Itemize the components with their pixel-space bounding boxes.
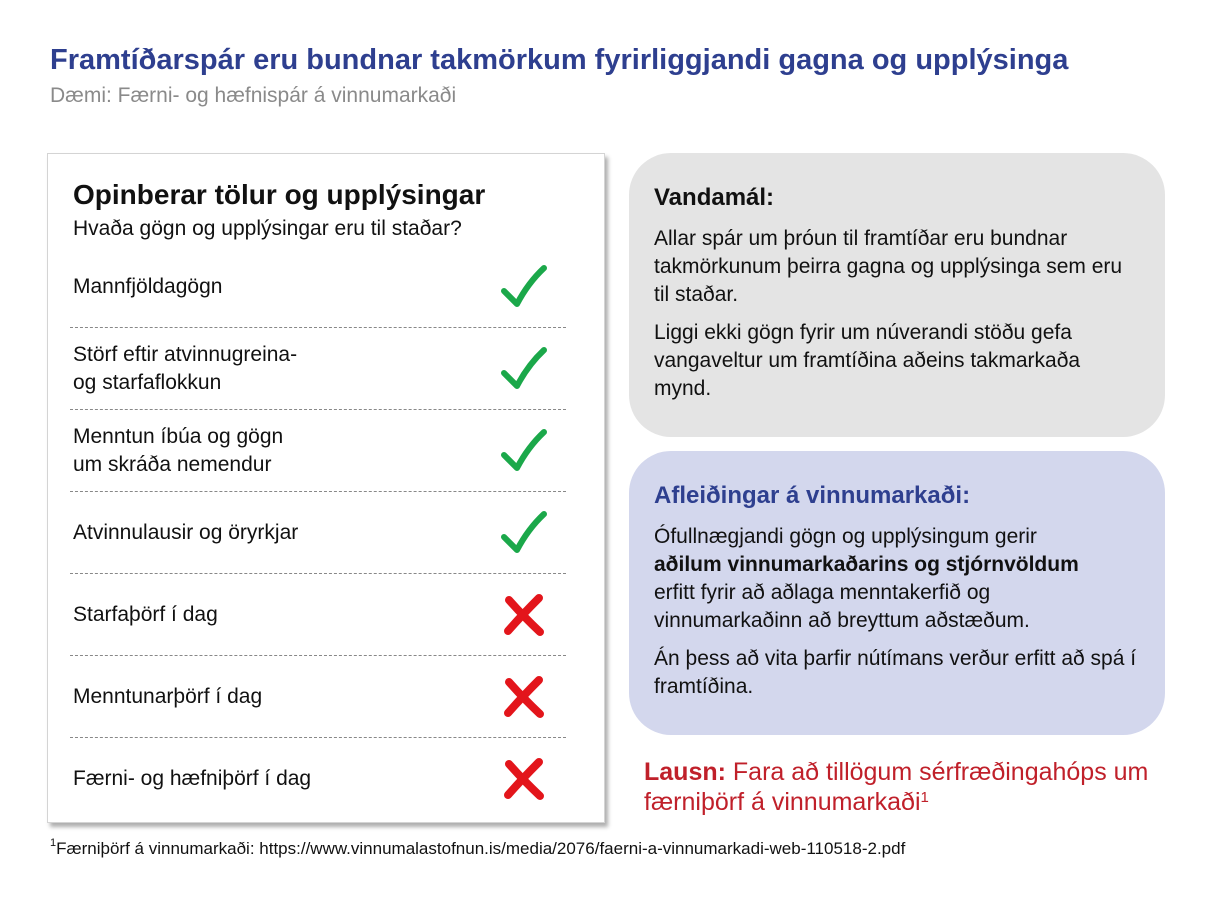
solution-label: Lausn: xyxy=(644,758,726,786)
impact-paragraph-1-start: Ófullnægjandi gögn og upplýsingum gerir xyxy=(654,525,1037,548)
data-item-label: Atvinnulausir og öryrkjar xyxy=(73,520,299,544)
footnote-text: Færniþörf á vinnumarkaði: https://www.vinnumalastofnun.is/media/2076/faerni-a-vinnumarkadi-web-110518-2.pdf xyxy=(56,839,906,858)
impact-paragraph-1-bold: aðilum vinnumarkaðarins og stjórnvöldum xyxy=(654,553,1079,576)
check-icon xyxy=(500,263,548,311)
impact-box xyxy=(629,451,1165,735)
check-icon xyxy=(500,427,548,475)
card-subheading: Hvaða gögn og upplýsingar eru til staðar? xyxy=(73,217,462,240)
data-availability-card xyxy=(47,153,605,823)
cross-icon xyxy=(500,755,548,803)
data-item-label: Starfaþörf í dag xyxy=(73,602,218,626)
card-heading: Opinberar tölur og upplýsingar xyxy=(73,179,486,210)
cross-icon xyxy=(500,591,548,639)
solution-text xyxy=(644,757,1174,817)
data-item-row xyxy=(70,328,566,410)
page-title: Framtíðarspár eru bundnar takmörkum fyrirliggjandi gagna og upplýsinga xyxy=(50,44,1069,76)
solution-body: Fara að tillögum sérfræðingahóps um færniþörf á vinnumarkaði xyxy=(644,758,1149,816)
problem-title: Vandamál: xyxy=(654,184,775,211)
data-item-row xyxy=(70,656,566,738)
footnote-marker: 1 xyxy=(50,837,57,849)
data-item-label: Störf eftir atvinnugreina- og starfaflokkun xyxy=(73,342,298,394)
impact-paragraph-1-end: erfitt fyrir að aðlaga menntakerfið og vinnumarkaðinn að breyttum aðstæðum. xyxy=(654,581,1030,632)
footnote xyxy=(50,839,905,859)
check-icon xyxy=(500,509,548,557)
data-item-row xyxy=(70,410,566,492)
page-subtitle: Dæmi: Færni- og hæfnispár á vinnumarkaði xyxy=(50,84,457,107)
data-item-label: Menntun íbúa og gögn um skráða nemendur xyxy=(73,424,284,476)
problem-paragraph-2: Liggi ekki gögn fyrir um núverandi stöðu gefa vangaveltur um framtíðina aðeins takmarkaða mynd. xyxy=(654,321,1081,400)
impact-title: Afleiðingar á vinnumarkaði: xyxy=(654,482,971,509)
impact-paragraph-1 xyxy=(654,523,1139,635)
problem-box xyxy=(629,153,1165,437)
data-item-label: Mannfjöldagögn xyxy=(73,274,223,298)
impact-paragraph-2: Án þess að vita þarfir nútímans verður erfitt að spá í framtíðina. xyxy=(654,647,1137,698)
data-item-row xyxy=(70,574,566,656)
data-item-row xyxy=(70,492,566,574)
problem-paragraph-1: Allar spár um þróun til framtíðar eru bundnar takmörkunum þeirra gagna og upplýsinga sem eru til staðar. xyxy=(654,227,1123,306)
data-item-row xyxy=(70,246,566,328)
data-item-row xyxy=(70,738,566,820)
cross-icon xyxy=(500,673,548,721)
data-item-list xyxy=(70,246,566,820)
data-item-label: Menntunarþörf í dag xyxy=(73,684,263,708)
check-icon xyxy=(500,345,548,393)
solution-footnote-ref: 1 xyxy=(920,789,929,806)
data-item-label: Færni- og hæfniþörf í dag xyxy=(73,767,312,790)
